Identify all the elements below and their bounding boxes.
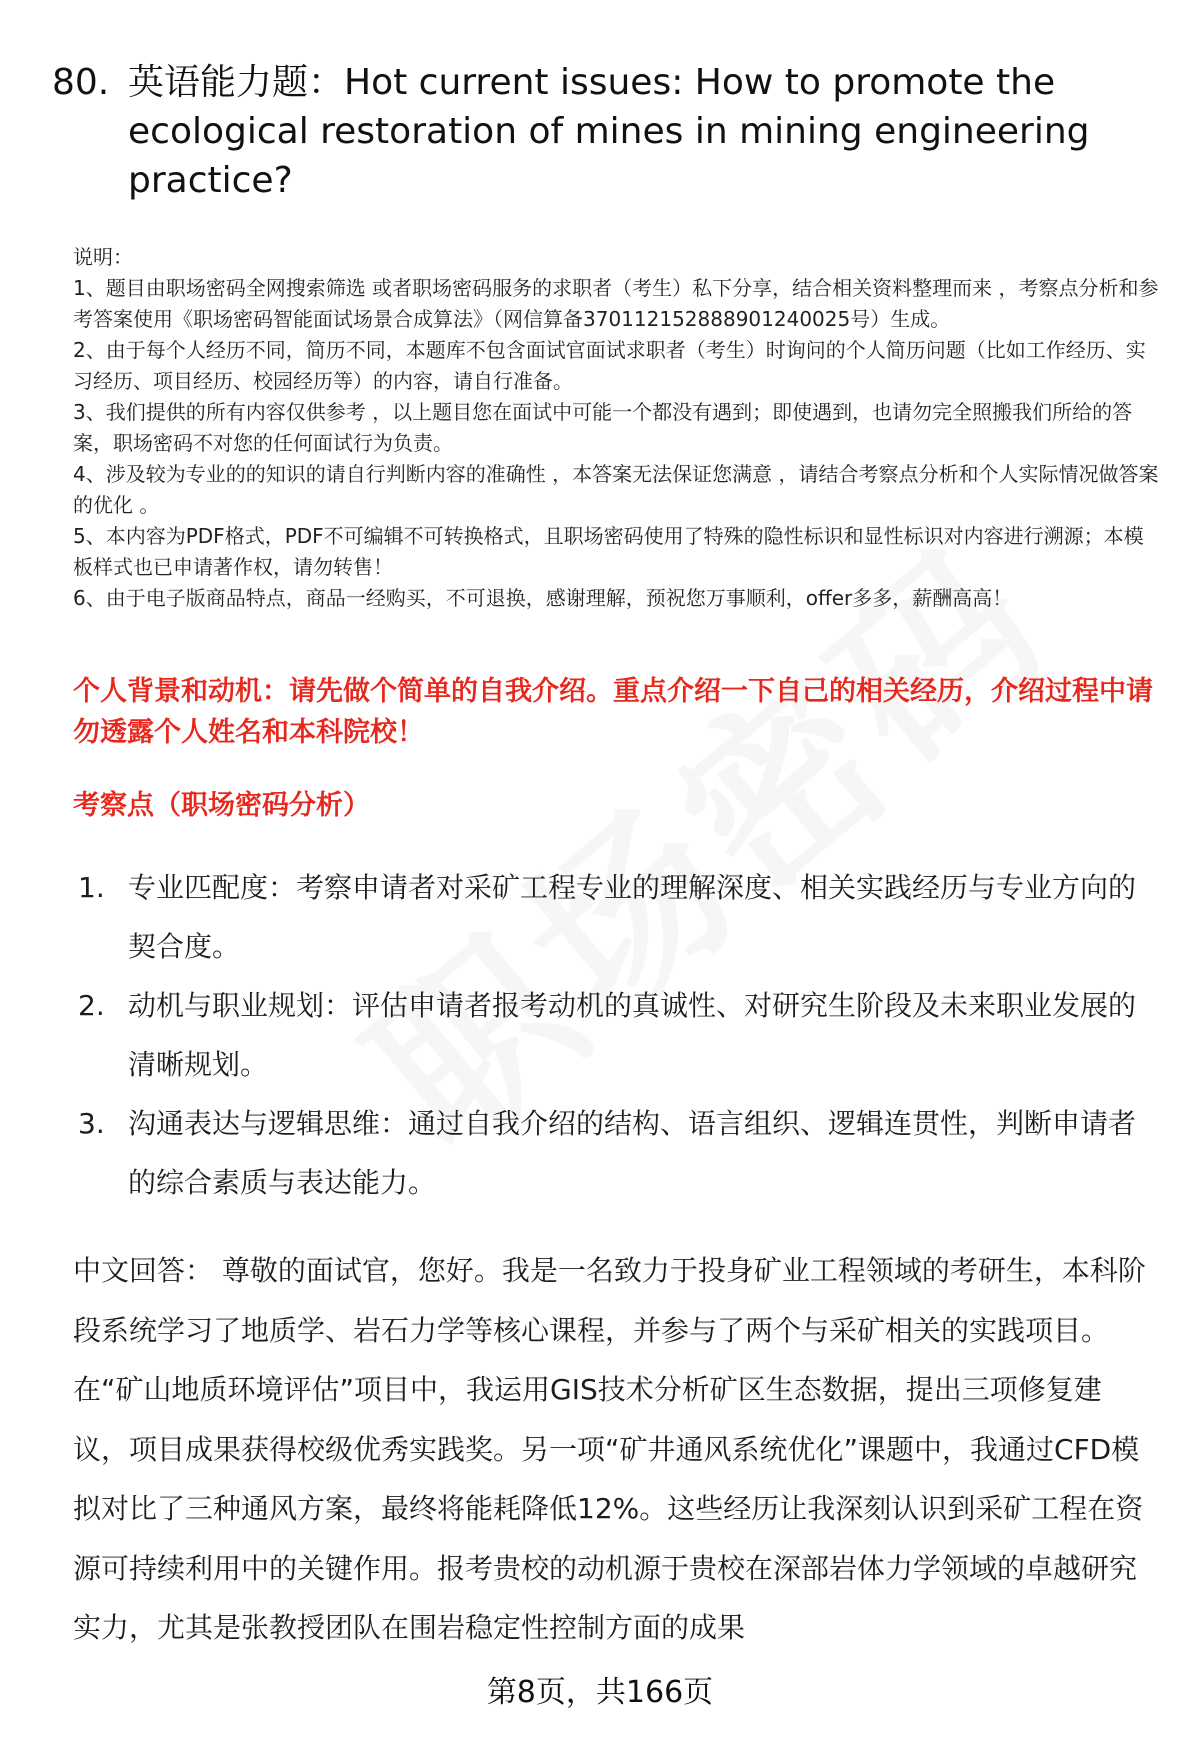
note-item: 3、我们提供的所有内容仅供参考 ，以上题目您在面试中可能一个都没有遇到；即使遇到，也请勿完全照搬我们所给的答案，职场密码不对您的任何面试行为负责。 (73, 400, 1133, 455)
point-number: 2. (78, 989, 105, 1022)
point-text: 专业匹配度：考察申请者对采矿工程专业的理解深度、相关实践经历与专业方向的契合度。 (128, 871, 1137, 963)
note-item: 5、本内容为PDF格式，PDF不可编辑不可转换格式，且职场密码使用了特殊的隐性标识和显性标识对内容进行溯源；本模板样式也已申请著作权，请勿转售！ (73, 524, 1144, 579)
page-footer: 第8页，共166页 (486, 1675, 714, 1710)
list-item (78, 858, 1148, 976)
point-number: 3. (78, 1107, 105, 1140)
list-item (78, 976, 1148, 1094)
assessment-points-heading: 考察点（职场密码分析） (73, 790, 370, 821)
question-text: 英语能力题：Hot current issues: How to promote the ecological restoration of mines in mining engineering practice? (128, 62, 1090, 201)
note-item: 6、由于电子版商品特点，商品一经购买，不可退换，感谢理解，预祝您万事顺利，offer多多，薪酬高高！ (73, 586, 1013, 610)
point-text: 沟通表达与逻辑思维：通过自我介绍的结构、语言组织、逻辑连贯性，判断申请者的综合素质与表达能力。 (128, 1107, 1137, 1199)
question-title (52, 58, 1152, 205)
assessment-points-list (78, 858, 1148, 1212)
note-item: 2、由于每个人经历不同，简历不同，本题库不包含面试官面试求职者（考生）时询问的个人简历问题（比如工作经历、实习经历、项目经历、校园经历等）的内容，请自行准备。 (73, 338, 1146, 393)
notes-section (73, 242, 1163, 614)
list-item (78, 1094, 1148, 1212)
chinese-answer: 中文回答： 尊敬的面试官，您好。我是一名致力于投身矿业工程领域的考研生，本科阶段系统学习了地质学、岩石力学等核心课程，并参与了两个与采矿相关的实践项目。在“矿山地质环境评估”项目中，我运用GIS技术分析矿区生态数据，提出三项修复建议，项目成果获得校级优秀实践奖。另一项“矿井通风系统优化”课题中，我通过CFD模拟对比了三种通风方案，最终将能耗降低12%。这些经历让我深刻认识到采矿工程在资源可持续利用中的关键作用。报考贵校的动机源于贵校在深部岩体力学领域的卓越研究实力，尤其是张教授团队在围岩稳定性控制方面的成果 (73, 1254, 1146, 1644)
point-text: 动机与职业规划：评估申请者报考动机的真诚性、对研究生阶段及未来职业发展的清晰规划。 (128, 989, 1137, 1081)
note-item: 4、涉及较为专业的的知识的请自行判断内容的准确性 ，本答案无法保证您满意 ，请结合考察点分析和个人实际情况做答案的优化 。 (73, 462, 1159, 517)
notes-title: 说明： (73, 245, 133, 269)
motivation-heading: 个人背景和动机：请先做个简单的自我介绍。重点介绍一下自己的相关经历，介绍过程中请勿透露个人姓名和本科院校！ (73, 676, 1153, 748)
point-number: 1. (78, 871, 105, 904)
note-item: 1、题目由职场密码全网搜索筛选 或者职场密码服务的求职者（考生）私下分享，结合相关资料整理而来 ，考察点分析和参考答案使用《职场密码智能面试场景合成算法》（网信算备370112152888901240025号）生成。 (73, 276, 1159, 331)
question-number: 80. (52, 62, 110, 103)
